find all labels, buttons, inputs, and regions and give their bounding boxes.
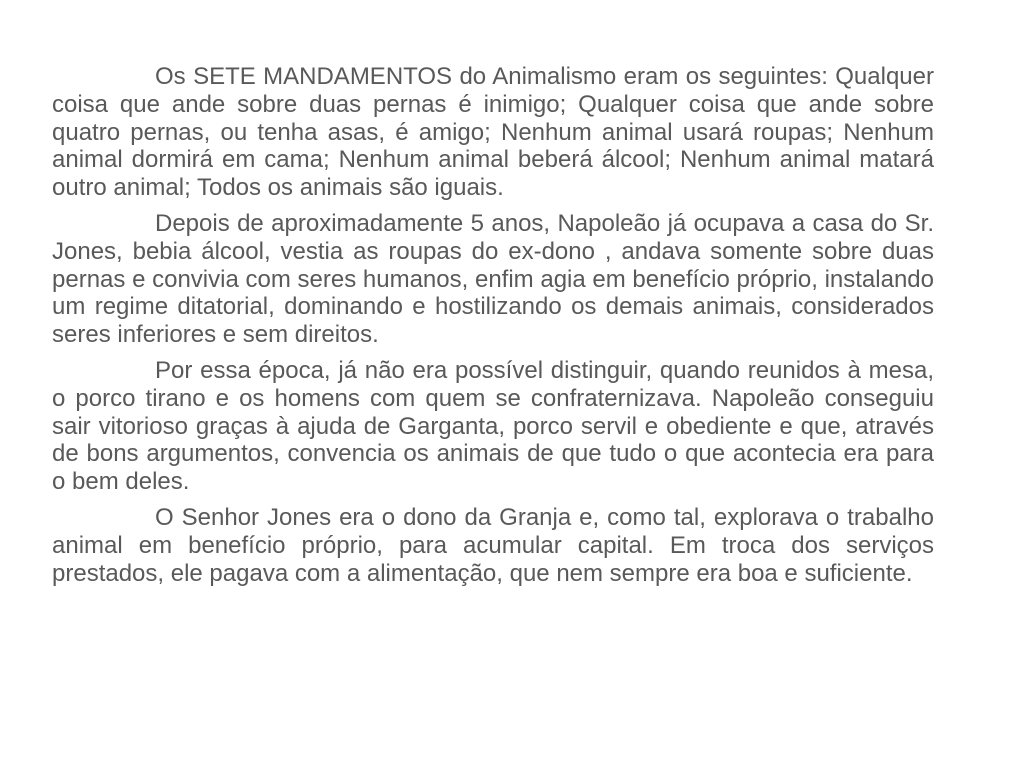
paragraph-pigs-and-men: Por essa época, já não era possível distinguir, quando reunidos à mesa, o porco tirano e os homens com quem se confraternizava. Napoleão conseguiu sair vitorioso graças à ajuda de Garganta, porco servil e obediente e que, através de bons argumentos, convencia os animais de que tudo o que acontecia era para o bem deles. — [52, 356, 934, 496]
paragraph-napoleon-regime: Depois de aproximadamente 5 anos, Napoleão já ocupava a casa do Sr. Jones, bebia álcool, vestia as roupas do ex-dono , andava somente sobre duas pernas e convivia com seres humanos, enfim agia em benefício próprio, instalando um regime ditatorial, dominando e hostilizando os demais animais, considerados seres inferiores e sem direitos. — [52, 209, 934, 349]
paragraph-mr-jones: O Senhor Jones era o dono da Granja e, como tal, explorava o trabalho animal em benefício próprio, para acumular capital. Em troca dos serviços prestados, ele pagava com a alimentação, que nem sempre era boa e suficiente. — [52, 503, 934, 587]
paragraph-seven-commandments: Os SETE MANDAMENTOS do Animalismo eram os seguintes: Qualquer coisa que ande sobre duas pernas é inimigo; Qualquer coisa que ande sobre quatro pernas, ou tenha asas, é amigo; Nenhum animal usará roupas; Nenhum animal dormirá em cama; Nenhum animal beberá álcool; Nenhum animal matará outro animal; Todos os animais são iguais. — [52, 63, 934, 202]
